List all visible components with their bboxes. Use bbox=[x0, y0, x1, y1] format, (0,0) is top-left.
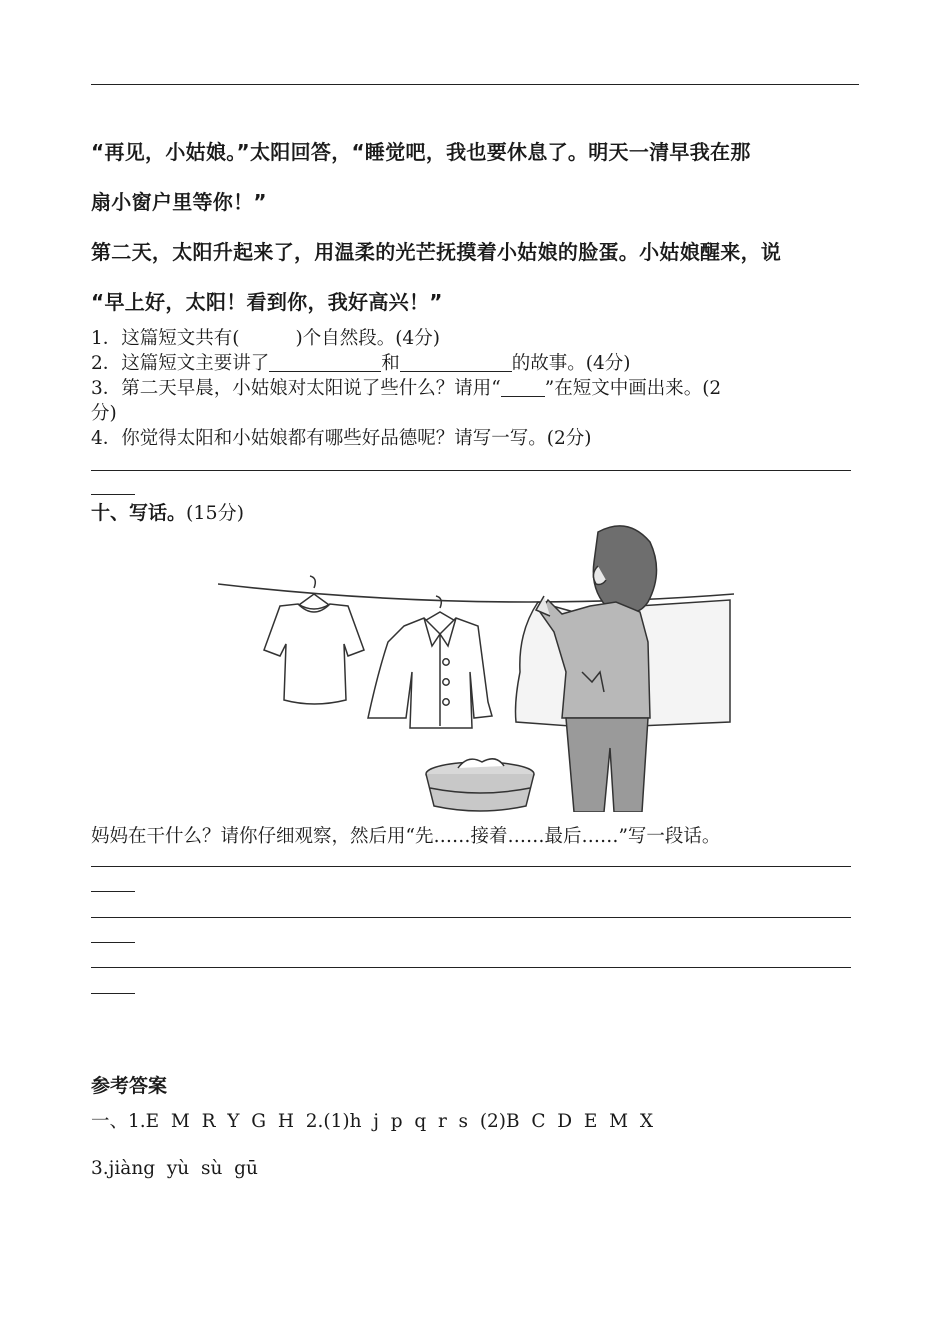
question-3-text-b: ”在短文中画出来。(2 bbox=[544, 378, 722, 399]
question-4-answer-line[interactable] bbox=[91, 470, 851, 471]
writing-line-2[interactable] bbox=[91, 917, 851, 918]
question-2 bbox=[91, 349, 631, 375]
illustration-mother-hanging-laundry bbox=[218, 522, 734, 812]
story-line-4: “早上好，太阳！看到你，我好高兴！” bbox=[91, 290, 443, 314]
question-2-text-c: 的故事。(4分) bbox=[511, 353, 631, 374]
question-1-text-a: 1．这篇短文共有( bbox=[91, 328, 240, 349]
answer-key-line-2: 3.jiàng yù sù gū bbox=[91, 1158, 258, 1179]
writing-heading bbox=[91, 498, 244, 525]
top-rule bbox=[91, 84, 859, 85]
story-line-3: 第二天，太阳升起来了，用温柔的光芒抚摸着小姑娘的脸蛋。小姑娘醒来，说 bbox=[91, 240, 782, 264]
answer-key-line-1: 一、1.E M R Y G H 2.(1)h j p q r s (2)B C D E M X bbox=[91, 1111, 654, 1132]
writing-line-2-tail[interactable] bbox=[91, 942, 135, 943]
question-2-blank-2[interactable] bbox=[400, 353, 512, 372]
story-line-1: “再见，小姑娘。”太阳回答，“睡觉吧，我也要休息了。明天一清早我在那 bbox=[91, 140, 751, 164]
answer-key-heading: 参考答案 bbox=[91, 1075, 168, 1097]
question-1-text-b: )个自然段。(4分) bbox=[295, 328, 440, 349]
question-4: 4．你觉得太阳和小姑娘都有哪些好品德呢？请写一写。(2分) bbox=[91, 428, 592, 449]
question-3-underline-sample bbox=[501, 378, 545, 397]
question-3 bbox=[91, 374, 721, 400]
question-2-blank-1[interactable] bbox=[269, 353, 381, 372]
question-2-text-b: 和 bbox=[381, 353, 400, 374]
laundry-basket bbox=[426, 759, 534, 811]
question-3-continued: 分) bbox=[91, 403, 117, 424]
question-1 bbox=[91, 324, 440, 350]
writing-prompt: 妈妈在干什么？请你仔细观察，然后用“先……接着……最后……”写一段话。 bbox=[91, 826, 721, 847]
story-line-2: 扇小窗户里等你！” bbox=[91, 190, 267, 214]
question-3-text-a: 3．第二天早晨，小姑娘对太阳说了些什么？请用“ bbox=[91, 378, 501, 399]
jacket-on-hanger bbox=[368, 596, 492, 728]
writing-line-1[interactable] bbox=[91, 866, 851, 867]
writing-line-3-tail[interactable] bbox=[91, 993, 135, 994]
writing-heading-points: (15分) bbox=[186, 502, 245, 524]
writing-line-1-tail[interactable] bbox=[91, 891, 135, 892]
question-4-answer-tail[interactable] bbox=[91, 494, 135, 495]
clothesline bbox=[218, 584, 734, 602]
writing-heading-title: 十、写话。 bbox=[91, 502, 187, 524]
writing-line-3[interactable] bbox=[91, 967, 851, 968]
question-2-text-a: 2．这篇短文主要讲了 bbox=[91, 353, 270, 374]
